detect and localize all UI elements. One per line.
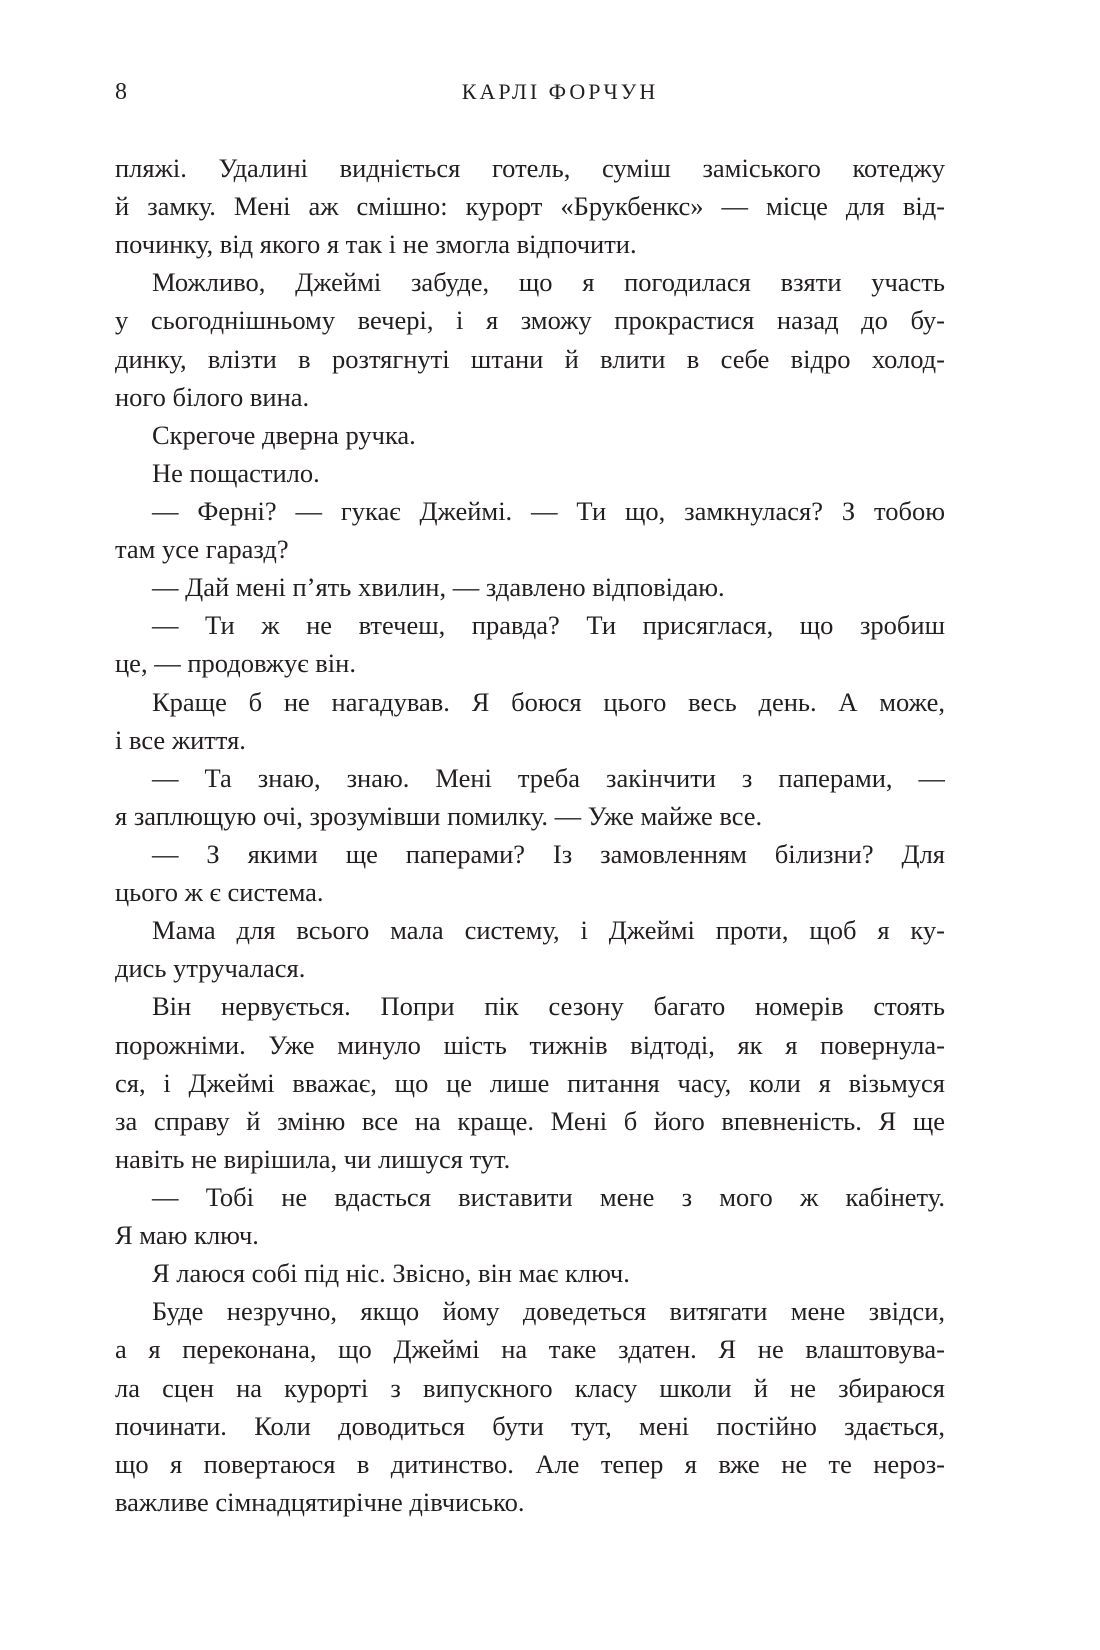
- text-line: Мама для всього мала систему, і Джеймі проти, щоб я ку-: [152, 915, 945, 946]
- text-line: Скрегоче дверна ручка.: [152, 419, 416, 450]
- page-number: 8: [115, 79, 127, 105]
- text-line: там усе гаразд?: [115, 534, 289, 565]
- text-line: і все життя.: [115, 724, 246, 755]
- text-line: — Тобі не вдасться виставити мене з мого ж кабінету.: [152, 1181, 945, 1212]
- text-line: я заплющую очі, зрозумівши помилку. — Уже майже все.: [115, 800, 763, 831]
- text-line: — Ферні? — гукає Джеймі. — Ти що, замкнулася? З тобою: [152, 495, 945, 526]
- text-line: — Та знаю, знаю. Мені треба закінчити з паперами, —: [152, 762, 945, 793]
- text-line: Він нервується. Попри пік сезону багато номерів стоять: [152, 991, 945, 1022]
- text-line: й замку. Мені аж смішно: курорт «Брукбенкс» — місце для від-: [115, 191, 945, 222]
- text-line: ного білого вина.: [115, 381, 310, 412]
- text-line: важливе сімнадцятирічне дівчисько.: [115, 1486, 525, 1517]
- body-text: [115, 149, 945, 1521]
- text-line: пляжі. Удалині видніється готель, суміш заміського котеджу: [115, 153, 945, 183]
- text-line: цього ж є система.: [115, 877, 324, 908]
- text-line: Буде незручно, якщо йому доведеться витягати мене звідси,: [152, 1296, 945, 1327]
- text-line: а я переконана, що Джеймі на таке здатен. Я не влаштовува-: [115, 1334, 945, 1365]
- text-line: ся, і Джеймі вважає, що це лише питання часу, коли я візьмуся: [115, 1067, 945, 1098]
- text-line: порожніми. Уже минуло шість тижнів відтоді, як я повернула-: [115, 1029, 945, 1060]
- text-line: починку, від якого я так і не змогла відпочити.: [115, 229, 637, 260]
- running-head: [115, 74, 945, 110]
- text-line: починати. Коли доводиться бути тут, мені постійно здається,: [115, 1410, 945, 1441]
- text-line: Я лаюся собі під ніс. Звісно, він має ключ.: [152, 1258, 630, 1289]
- text-line: дись утручалася.: [115, 953, 306, 984]
- text-line: навіть не вирішила, чи лишуся тут.: [115, 1143, 511, 1174]
- running-title: КАРЛІ ФОРЧУН: [461, 79, 659, 104]
- text-line: Я маю ключ.: [115, 1220, 259, 1251]
- text-line: що я повертаюся в дитинство. Але тепер я вже не те нероз-: [115, 1448, 945, 1479]
- text-line: Не пощастило.: [152, 457, 320, 488]
- text-line: Можливо, Джеймі забуде, що я погодилася взяти участь: [152, 267, 945, 298]
- text-line: — Дай мені п’ять хвилин, — здавлено відповідаю.: [152, 572, 725, 603]
- text-line: ла сцен на курорті з випускного класу школи й не збираюся: [115, 1372, 945, 1403]
- text-line: це, — продовжує він.: [115, 648, 356, 679]
- text-line: за справу й зміню все на краще. Мені б його впевненість. Я ще: [115, 1105, 945, 1136]
- text-line: у сьогоднішньому вечері, і я зможу прокрастися назад до бу-: [115, 305, 945, 336]
- text-line: динку, влізти в розтягнуті штани й влити в себе відро холод-: [115, 343, 945, 374]
- text-line: Краще б не нагадував. Я боюся цього весь день. А може,: [152, 686, 945, 717]
- text-line: — Ти ж не втечеш, правда? Ти присяглася, що зробиш: [152, 610, 945, 641]
- text-line: — З якими ще паперами? Із замовленням білизни? Для: [152, 838, 945, 869]
